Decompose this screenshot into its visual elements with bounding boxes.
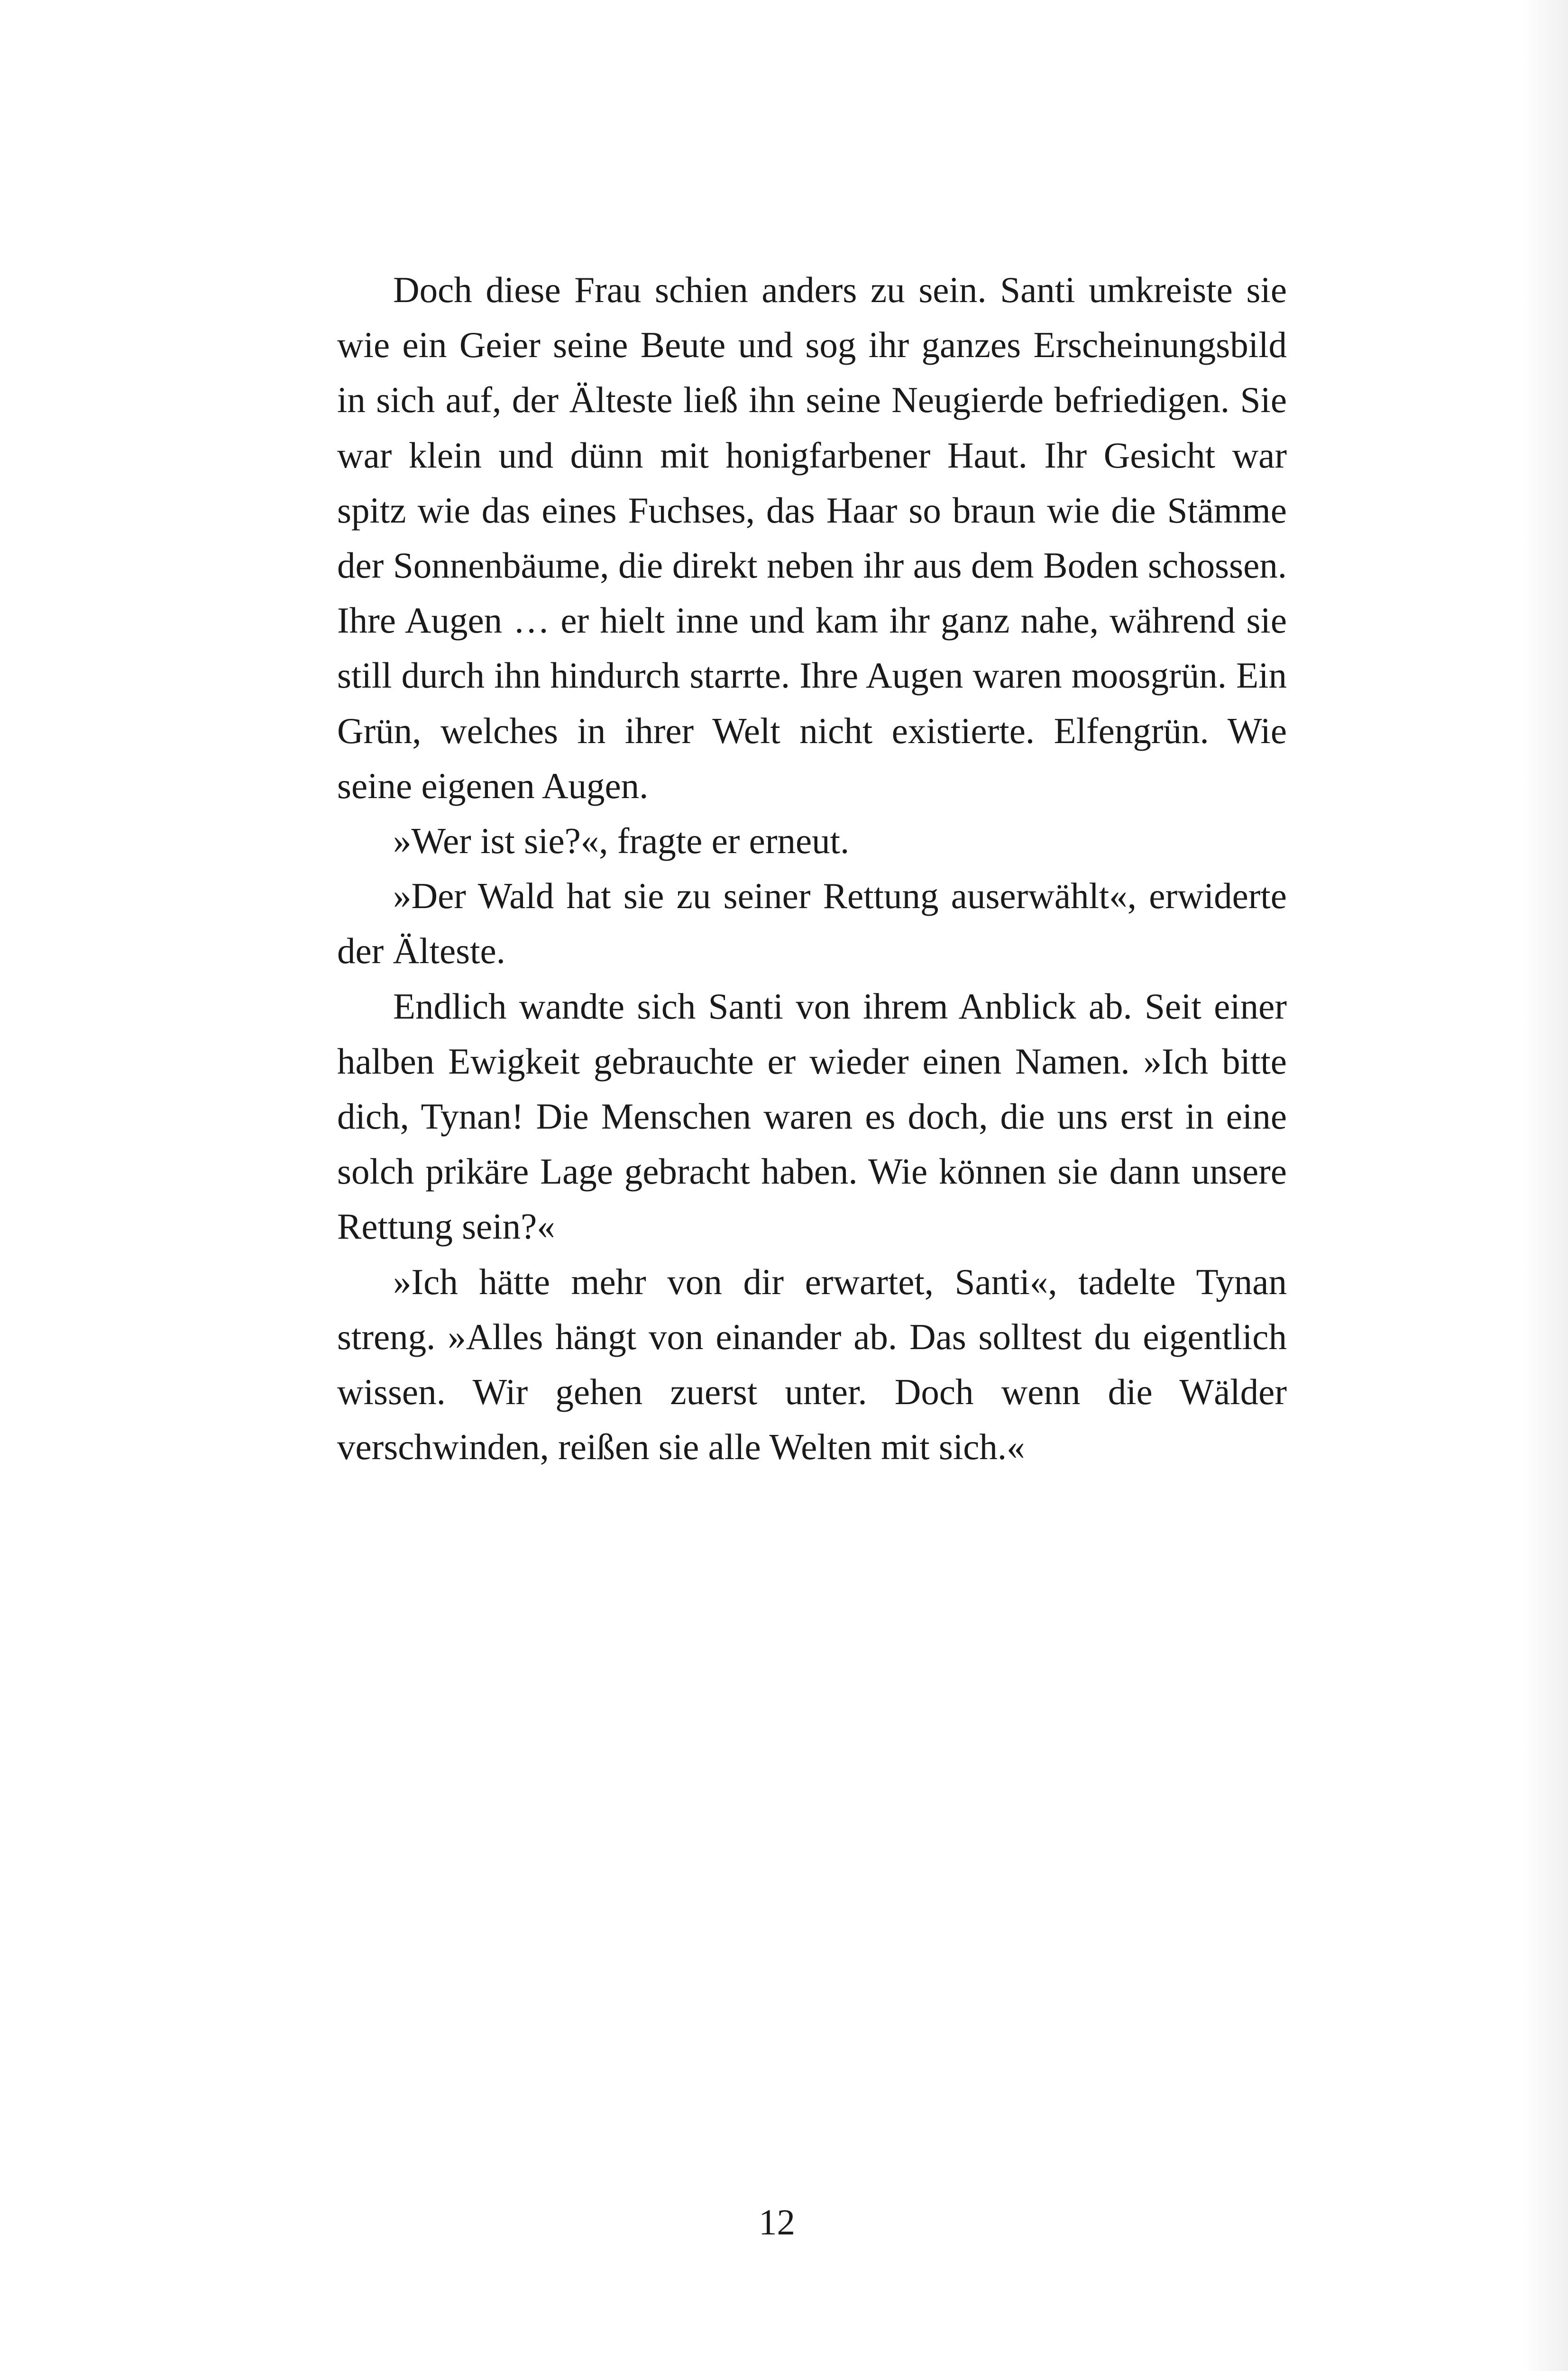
- paragraph-2: »Wer ist sie?«, fragte er erneut.: [393, 820, 850, 862]
- paragraph-1: Doch diese Frau schien anders zu sein. Santi umkreiste sie wie ein Geier seine Beute und sog ihr ganzes Erscheinungsbild in sich auf, der Älteste ließ ihn seine Neugierde befriedigen. Sie war klein und dünn mit honigfarbener Haut. Ihr Gesicht war spitz wie das eines Fuchses, das Haar so braun wie die Stämme der Sonnenbäume, die direkt neben ihr aus dem Boden schossen. Ihre Augen … er hielt inne und kam ihr ganz nahe, während sie still durch ihn hindurch starrte. Ihre Augen waren moosgrün. Ein Grün, welches in ihrer Welt nicht existierte. Elfengrün. Wie seine eigenen Augen.: [337, 269, 1287, 806]
- body-text: [337, 262, 1287, 1474]
- page-number: 12: [759, 2202, 795, 2242]
- page-edge-shadow: [1523, 0, 1568, 2371]
- paragraph-3: »Der Wald hat sie zu seiner Rettung auserwählt«, erwiderte der Älteste.: [337, 875, 1287, 972]
- paragraph-5: »Ich hätte mehr von dir erwartet, Santi«, tadelte Tynan streng. »Alles hängt von einander ab. Das solltest du eigentlich wissen. Wir gehen zuerst unter. Doch wenn die Wälder verschwinden, reißen sie alle Welten mit sich.«: [337, 1261, 1287, 1468]
- paragraph-4: Endlich wandte sich Santi von ihrem Anblick ab. Seit einer halben Ewigkeit gebrauchte er wieder einen Namen. »Ich bitte dich, Tynan! Die Menschen waren es doch, die uns erst in eine solch prikäre Lage gebracht haben. Wie können sie dann unsere Rettung sein?«: [337, 985, 1287, 1247]
